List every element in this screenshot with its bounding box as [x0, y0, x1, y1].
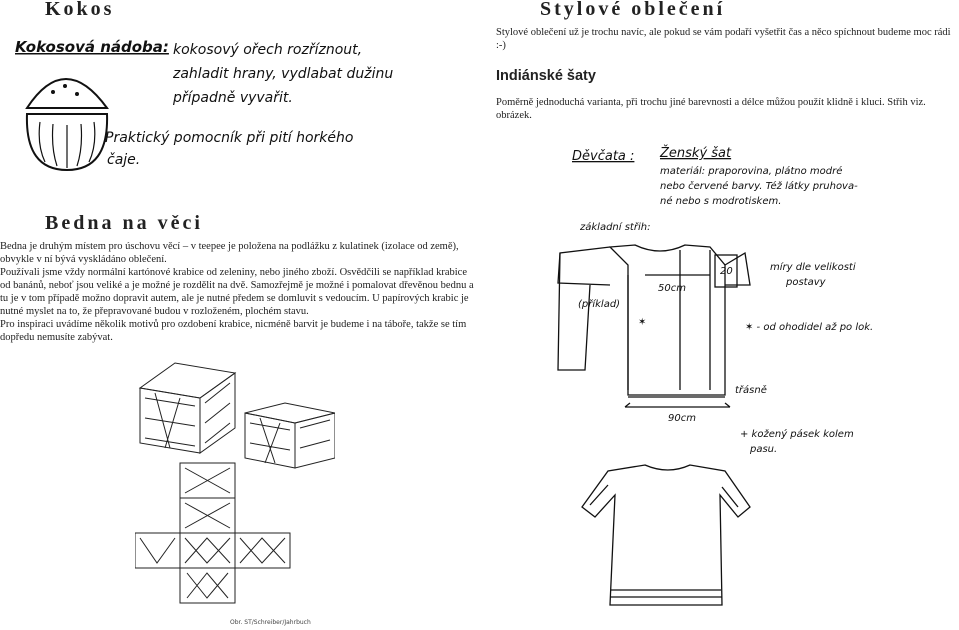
sketch-kokos-line2: kokosový ořech rozříznout, [173, 42, 363, 58]
bedna-paragraph-1: Bedna je druhým místem pro úschovu věcí – v teepee je položena na podlážku z kulatinek (izolace od země), obvykle v ní bývá vyskládáno oblečení. [0, 241, 459, 265]
sketch-kokos-line6: čaje. [107, 152, 141, 168]
box-motif-illustration [135, 358, 335, 630]
sketch-sizes-2: postavy [786, 277, 826, 288]
oblekani-heading: Stylové oblečení [540, 0, 726, 20]
sketch-example: (příklad) [578, 299, 621, 310]
sketch-sizes-1: míry dle velikosti [770, 262, 856, 273]
right-column [480, 0, 959, 630]
sketch-kokos-line5: Praktický pomocník při pití horkého [105, 130, 354, 146]
box1-top [140, 363, 235, 398]
sketch-belt-2: pasu. [750, 444, 778, 455]
bedna-paragraph-3: Pro inspiraci uvádíme několik motivů pro ozdobení krabice, nicméně barvit je budeme i na táboře, takže se tím dopředu nemusíte zabývat. [0, 319, 467, 343]
indianske-saty-description: Poměrně jednoduchá varianta, při trochu jiné barevnosti a délce můžou použít klidně i kluci. Střih viz. obrázek. [496, 97, 926, 121]
sketch-belt-1: + kožený pásek kolem [740, 429, 854, 440]
sketch-fringe: třásně [735, 385, 767, 396]
kokos-heading: Kokos [45, 0, 115, 20]
coconut-lid-shape [27, 79, 107, 108]
sketch-material-2: nebo červené barvy. Též látky pruhova- [660, 181, 858, 192]
sketch-90cm: 90cm [668, 413, 696, 424]
sketch-dress-title: Ženský šat [660, 146, 732, 161]
coconut-sketch [15, 30, 435, 180]
sketch-kokos-label: Kokosová nádoba: [15, 38, 169, 56]
bedna-text [0, 240, 475, 344]
sketch-pattern-label: základní střih: [580, 222, 651, 233]
coconut-drawing [27, 79, 107, 170]
box-credit: Obr. ST/Schreiber/Jahrbuch [230, 619, 311, 626]
sketch-material-3: né nebo s modrotiskem. [660, 196, 782, 207]
sketch-50cm: 50cm [658, 283, 686, 294]
sketch-girls-label: Děvčata : [572, 149, 635, 164]
sketch-kokos-line3: zahladit hrany, vydlabat dužinu [173, 66, 394, 82]
sketch-kokos-line4: případně vyvařit. [173, 90, 293, 106]
dress-pattern-sketch [550, 135, 955, 627]
bedna-heading: Bedna na věci [45, 212, 203, 234]
sketch-star: ✶ [638, 317, 647, 328]
oblekani-intro: Stylové oblečení už je trochu navíc, ale pokud se vám podaří vyšetřit čas a něco spíchnout budeme moc rádi :-) [496, 27, 951, 51]
sketch-elbow-note: ✶ - od ohodidel až po lok. [745, 322, 874, 333]
bedna-paragraph-2: Používali jsme vždy normální kartónové krabice od zeleniny, nebo jiného zboží. Osvědčili se například krabice od banánů, neboť jsou veliké a je možné je rozdělit na dvě. Samozřejmě je možné i pomalovat dřevěnou bednu a tu je v tom případě možno dopravit autem, ale je nutné předem se domluvit s vedoucím. U papírových krabic je nutné myslet na to, že přepravované budou v rozloženém, plochém stavu. [0, 267, 474, 317]
sketch-material-1: materiál: praporovina, plátno modré [660, 166, 843, 177]
indianske-saty-heading: Indiánské šaty [496, 68, 596, 84]
sketch-20: 20 [720, 266, 733, 277]
